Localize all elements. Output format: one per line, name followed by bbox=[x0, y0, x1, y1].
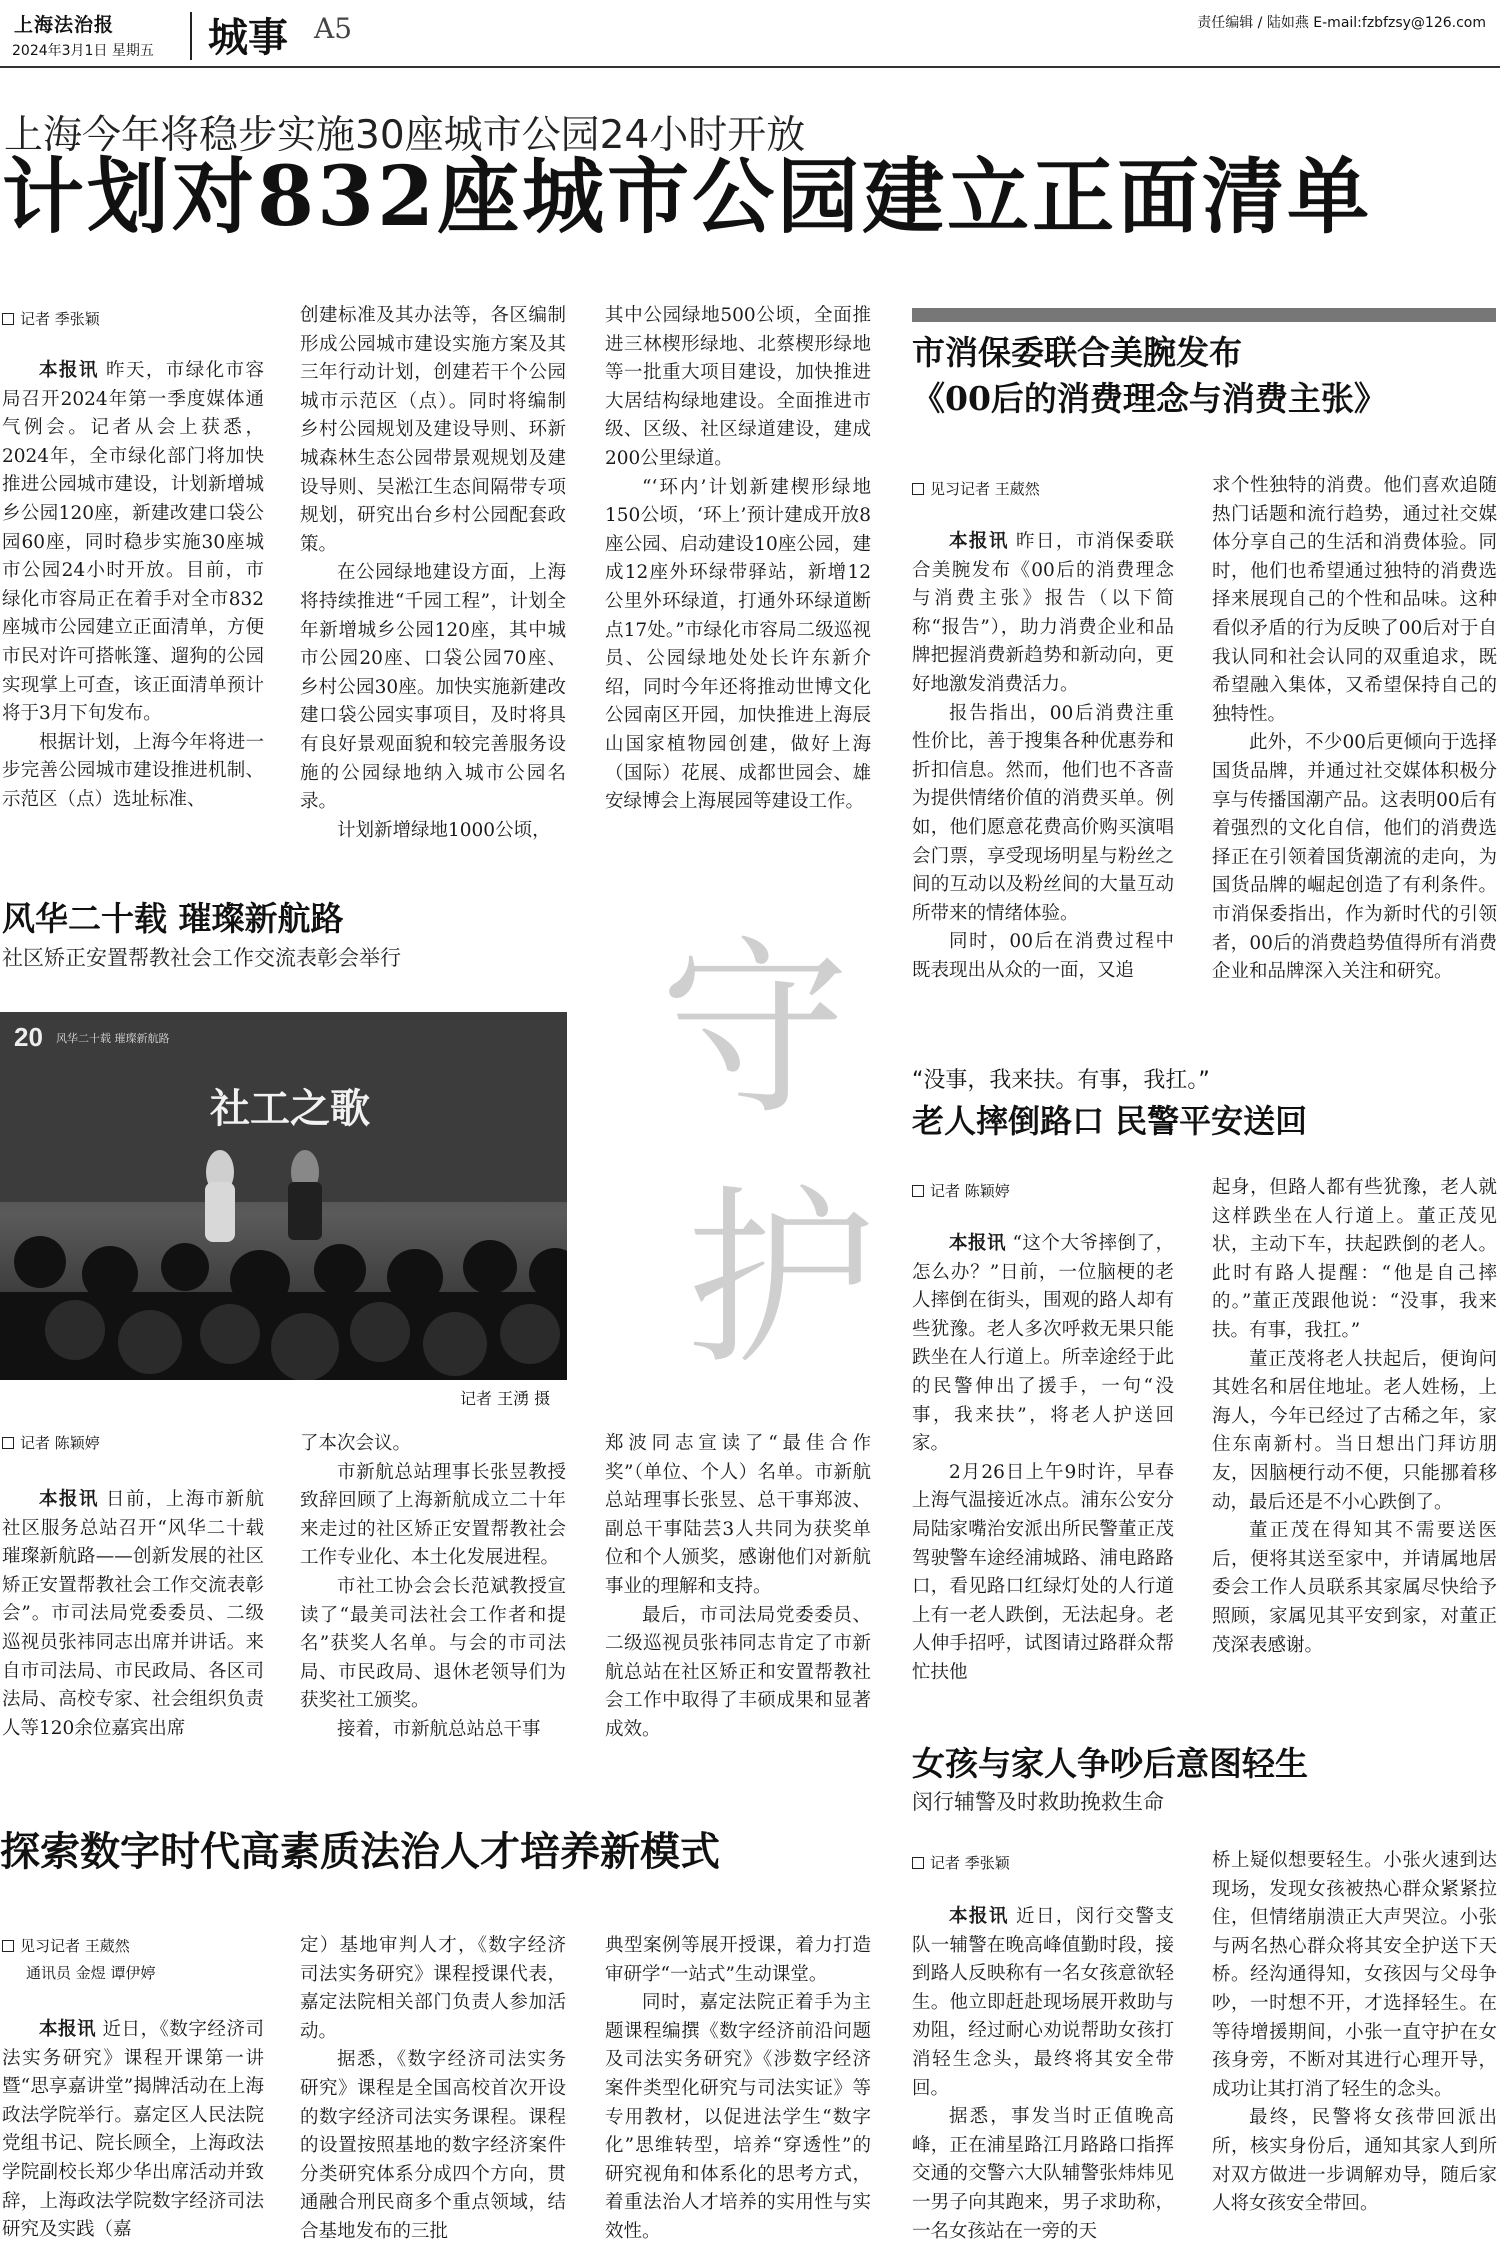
girl-byline bbox=[912, 1852, 1010, 1873]
paragraph: 近日，闵行交警支队一辅警在晚高峰值勤时段，接到路人反映称有一名女孩意欲轻生。他立即赶赴现场展开救助与劝阻，经过耐心劝说帮助女孩打消轻生念头，最终将其安全带回。 bbox=[912, 1906, 1174, 2099]
sw-column-3 bbox=[605, 1430, 871, 1776]
elder-column-2 bbox=[1212, 1174, 1497, 1688]
lead-headline: 计划对832座城市公园建立正面清单 bbox=[2, 149, 1373, 245]
legal-byline bbox=[2, 1935, 130, 1956]
paragraph: 报告指出，00后消费注重性价比，善于搜集各种优惠券和折扣信息。然而，他们也不吝啬为提供情绪价值的消费买单。例如，他们愿意花费高价购买演唱会门票，享受现场明星与粉丝之间的互动以及粉丝间的大量互动所带来的情绪体验。 bbox=[912, 702, 1174, 924]
elder-kicker: “没事，我来扶。有事，我扛。” bbox=[912, 1068, 1210, 1093]
byline-box-icon bbox=[2, 1940, 14, 1952]
byline-text: 记者 陈颖婷 bbox=[20, 1434, 100, 1452]
paragraph: 此外，不少00后更倾向于选择国货品牌，并通过社交媒体积极分享与传播国潮产品。这表明00后有着强烈的文化自信，他们的消费选择正在引领着国货潮流的走向，为国货品牌的崛起创造了有利条件。市消保委指出，作为新时代的引领者，00后的消费趋势值得所有消费企业和品牌深入关注和研究。 bbox=[1212, 732, 1497, 983]
watermark-char-1: 守 bbox=[660, 919, 851, 1140]
byline-box-icon bbox=[912, 1185, 924, 1197]
consumer-headline-line2: 《00后的消费理念与消费主张》 bbox=[912, 379, 1387, 418]
elder-headline: 老人摔倒路口 民警平安送回 bbox=[912, 1102, 1308, 1140]
paragraph: 最终，民警将女孩带回派出所，核实身份后，通知其家人到所对双方做进一步调解劝导，随后家人将女孩安全带回。 bbox=[1212, 2107, 1497, 2215]
girl-headline: 女孩与家人争吵后意图轻生 bbox=[912, 1744, 1308, 1783]
paragraph: 计划新增绿地1000公顷， bbox=[337, 819, 551, 841]
byline-box-icon bbox=[2, 1437, 14, 1449]
lead-kicker: 上海今年将稳步实施30座城市公园24小时开放 bbox=[4, 113, 806, 158]
byline-box-icon bbox=[912, 1857, 924, 1869]
lead-byline bbox=[2, 308, 100, 329]
paragraph: 起身，但路人都有些犹豫，老人就这样跌坐在人行道上。董正茂见状，主动下车，扶起跌倒的老人。此时有路人提醒：“他是自己摔的。”董正茂跟他说：“没事，我来扶。有事，我扛。” bbox=[1212, 1177, 1497, 1341]
elder-byline bbox=[912, 1180, 1010, 1201]
byline-box-icon bbox=[2, 313, 14, 325]
girl-subhead: 闵行辅警及时救助挽救生命 bbox=[912, 1790, 1164, 1814]
lead-column-1 bbox=[2, 357, 264, 847]
byline-box-icon bbox=[912, 483, 924, 495]
paragraph: 创建标准及其办法等，各区编制形成公园城市建设实施方案及其三年行动计划，创建若干个公园城市示范区（点）。同时将编制乡村公园规划及建设导则、环新城森林生态公园带景观规划及建设导则、吴淞江生态间隔带专项规划，研究出台乡村公园配套政策。 bbox=[300, 305, 566, 555]
header-rule bbox=[0, 66, 1500, 68]
photo-banner-num: 20 bbox=[14, 1022, 43, 1052]
watermark-char-2: 护 bbox=[686, 1169, 877, 1390]
lead-column-2 bbox=[300, 302, 566, 847]
paragraph: 近日，《数字经济司法实务研究》课程开课第一讲暨“思享嘉讲堂”揭牌活动在上海政法学院举行。嘉定区人民法院党组书记、院长顾全，上海政法学院副校长郑少华出席活动并致辞，上海政法学院数字经济司法研究及实践（嘉 bbox=[2, 2019, 264, 2241]
sw-subhead: 社区矫正安置帮教社会工作交流表彰会举行 bbox=[2, 946, 401, 970]
paragraph: “‘环内’计划新建楔形绿地150公顷，‘环上’预计建成开放8座公园、启动建设10座公园，建成12座外环绿带驿站，新增12公里外环绿道，打通外环绿道断点17处。”市绿化市容局二级巡视员、公园绿地处处长许东新介绍，同时今年还将推动世博文化公园南区开园，加快推进上海辰山国家植物园创建，做好上海（国际）花展、成都世园会、雄安绿博会上海展园等建设工作。 bbox=[605, 476, 871, 813]
lead-tag: 本报讯 bbox=[949, 1906, 1009, 1927]
consumer-column-1 bbox=[912, 528, 1174, 1012]
consumer-headline-line1: 市消保委联合美腕发布 bbox=[912, 333, 1242, 372]
paragraph: 昨日，市消保委联合美腕发布《00后的消费理念与消费主张》报告（以下简称“报告”），助力消费企业和品牌把握消费新趋势和新动向，更好地激发消费活力。 bbox=[912, 531, 1174, 695]
paragraph: 最后，市司法局党委委员、二级巡视员张祎同志肯定了市新航总站在社区矫正和安置帮教社会工作中取得了丰硕成果和显著成效。 bbox=[605, 1604, 871, 1740]
legal-byline-correspondents: 通讯员 金煜 谭伊婷 bbox=[26, 1964, 156, 1982]
legal-column-3 bbox=[605, 1932, 871, 2250]
paragraph: 郑波同志宣读了“最佳合作奖”（单位、个人）名单。市新航总站理事长张昱、总干事郑波、副总干事陆芸3人共同为获奖单位和个人颁奖，感谢他们对新航事业的理解和支持。 bbox=[605, 1433, 871, 1597]
event-photo-image bbox=[0, 1012, 567, 1380]
legal-column-2 bbox=[300, 1932, 566, 2250]
paragraph: 桥上疑似想要轻生。小张火速到达现场，发现女孩被热心群众紧紧拉住，但情绪崩溃正大声哭泣。小张与两名热心群众将其安全护送下天桥。经沟通得知，女孩因与父母争吵，一时想不开，才选择轻生。在等待增援期间，小张一直守护在女孩身旁，不断对其进行心理开导，成功让其打消了轻生的念头。 bbox=[1212, 1850, 1497, 2100]
legal-headline: 探索数字时代高素质法治人才培养新模式 bbox=[0, 1828, 720, 1875]
byline-text: 见习记者 王葳然 bbox=[930, 480, 1040, 498]
paragraph: 同时，00后在消费过程中既表现出从众的一面，又追 bbox=[912, 931, 1174, 981]
girl-column-1 bbox=[912, 1903, 1174, 2250]
byline-text: 记者 季张颖 bbox=[20, 310, 100, 328]
paragraph: 据悉，《数字经济司法实务研究》课程是全国高校首次开设的数字经济司法实务课程。课程的设置按照基地的数字经济案件分类研究体系分成四个方向，贯通融合刑民商多个重点领域，结合基地发布的三批 bbox=[300, 2049, 566, 2242]
paragraph: 求个性独特的消费。他们喜欢追随热门话题和流行趋势，通过社交媒体分享自己的生活和消费体验。同时，他们也希望通过独特的消费选择来展现自己的个性和品味。这种看似矛盾的行为反映了00后对于自我认同和社会认同的双重追求，既希望融入集体，又希望保持自己的独特性。 bbox=[1212, 475, 1497, 725]
event-photo bbox=[0, 1012, 567, 1380]
paragraph: 接着，市新航总站总干事 bbox=[337, 1718, 541, 1740]
consumer-byline bbox=[912, 478, 1040, 499]
issue-date: 2024年3月1日 星期五 bbox=[12, 43, 154, 59]
lead-tag: 本报讯 bbox=[39, 1489, 99, 1510]
page-number: A5 bbox=[314, 12, 353, 45]
girl-column-2 bbox=[1212, 1847, 1497, 2250]
lead-tag: 本报讯 bbox=[949, 531, 1009, 552]
photo-banner-text: 风华二十载 璀璨新航路 bbox=[56, 1032, 170, 1045]
sw-column-1 bbox=[2, 1486, 264, 1776]
paragraph: 在公园绿地建设方面，上海将持续推进“千园工程”，计划全年新增城乡公园120座，其中城市公园20座、口袋公园70座、乡村公园30座。加快实施新建改建口袋公园实事项目，及时将具有良好景观面貌和较完善服务设施的公园绿地纳入城市公园名录。 bbox=[300, 562, 566, 813]
paragraph: 了本次会议。 bbox=[300, 1433, 412, 1454]
paragraph: 定）基地审判人才，《数字经济司法实务研究》课程授课代表，嘉定法院相关部门负责人参加活动。 bbox=[300, 1935, 566, 2042]
lead-tag: 本报讯 bbox=[39, 2019, 97, 2040]
sw-headline: 风华二十载 璀璨新航路 bbox=[2, 899, 344, 938]
consumer-headline bbox=[912, 330, 1387, 422]
paragraph: 市新航总站理事长张昱教授致辞回顾了上海新航成立二十年来走过的社区矫正安置帮教社会工作专业化、本土化发展进程。 bbox=[300, 1461, 566, 1569]
elder-column-1 bbox=[912, 1230, 1174, 1688]
paragraph: 市社工协会会长范斌教授宣读了“最美司法社会工作者和提名”获奖人名单。与会的市司法局、市民政局、退休老领导们为获奖社工颁奖。 bbox=[300, 1575, 566, 1712]
paragraph: 典型案例等展开授课，着力打造审研学“一站式”生动课堂。 bbox=[605, 1935, 871, 1985]
paragraph: “这个大爷摔倒了，怎么办？”日前，一位脑梗的老人摔倒在街头，围观的路人却有些犹豫。老人多次呼救无果只能跌坐在人行道上。所幸途经于此的民警伸出了援手，一句“没事，我来扶”，将老人护送回家。 bbox=[912, 1233, 1174, 1455]
sw-column-2 bbox=[300, 1430, 566, 1776]
lead-tag: 本报讯 bbox=[39, 360, 99, 381]
section-name: 城事 bbox=[208, 14, 288, 61]
photo-title: 社工之歌 bbox=[210, 1085, 370, 1132]
paragraph: 董正茂将老人扶起后，便询问其姓名和居住地址。老人姓杨，上海人，今年已经过了古稀之年，家住东南新村。当日想出门拜访朋友，因脑梗行动不便，只能挪着移动，最后还是不小心跌倒了。 bbox=[1212, 1348, 1497, 1513]
paragraph: 董正茂在得知其不需要送医后，便将其送至家中，并请属地居委会工作人员联系其家属尽快给予照顾，家属见其平安到家，对董正茂深表感谢。 bbox=[1212, 1520, 1497, 1656]
paragraph: 2月26日上午9时许，早春上海气温接近冰点。浦东公安分局陆家嘴治安派出所民警董正茂驾驶警车途经浦城路、浦电路路口，看见路口红绿灯处的人行道上有一老人跌倒，无法起身。老人伸手招呼，试图请过路群众帮忙扶他 bbox=[912, 1461, 1174, 1683]
paragraph: 日前，上海市新航社区服务总站召开“风华二十载 璀璨新航路——创新发展的社区矫正安置帮教社会工作交流表彰会”。市司法局党委委员、二级巡视员张祎同志出席并讲话。来自市司法局、市民政局、各区司法局、高校专家、社会组织负责人等120余位嘉宾出席 bbox=[2, 1489, 264, 1739]
lead-column-3 bbox=[605, 302, 871, 847]
byline-text: 记者 陈颖婷 bbox=[930, 1182, 1010, 1200]
legal-column-1 bbox=[2, 2016, 264, 2250]
byline-text: 记者 季张颖 bbox=[930, 1854, 1010, 1872]
paragraph: 昨天，市绿化市容局召开2024年第一季度媒体通气例会。记者从会上获悉，2024年，全市绿化部门将加快推进公园城市建设，计划新增城乡公园120座，新建改建口袋公园60座，同时稳步实施30座城市公园24小时开放。目前，市绿化市容局正在着手对全市832座城市公园建立正面清单，方便市民对许可搭帐篷、遛狗的公园实现掌上可查，该正面清单预计将于3月下旬发布。 bbox=[2, 360, 264, 725]
editor-info: 责任编辑 / 陆如燕 E-mail:fzbfzsy@126.com bbox=[1197, 15, 1486, 31]
paragraph: 其中公园绿地500公顷，全面推进三林楔形绿地、北蔡楔形绿地等一批重大项目建设，加快推进大居结构绿地建设。全面推进市级、区级、社区绿道建设，建成200公里绿道。 bbox=[605, 305, 871, 469]
masthead-divider bbox=[190, 12, 192, 60]
newspaper-name: 上海法治报 bbox=[14, 14, 115, 36]
paragraph: 据悉，事发当时正值晚高峰，正在浦星路江月路路口指挥交通的交警六大队辅警张炜炜见一男子向其跑来，男子求助称，一名女孩站在一旁的天 bbox=[912, 2106, 1174, 2242]
consumer-column-2 bbox=[1212, 472, 1497, 1012]
byline-text: 见习记者 王葳然 bbox=[20, 1937, 130, 1955]
photo-credit: 记者 王湧 摄 bbox=[460, 1389, 551, 1408]
paragraph: 根据计划，上海今年将进一步完善公园城市建设推进机制、示范区（点）选址标准、 bbox=[2, 731, 264, 810]
paragraph: 同时，嘉定法院正着手为主题课程编撰《数字经济前沿问题及司法实务研究》《涉数字经济案件类型化研究与司法实证》等专用教材，以促进法学生“数字化”思维转型，培养“穿透性”的研究视角和体系化的思考方式，着重法治人才培养的实用性与实效性。 bbox=[605, 1992, 871, 2242]
story-top-bar bbox=[912, 308, 1496, 322]
lead-tag: 本报讯 bbox=[949, 1233, 1007, 1254]
sw-byline bbox=[2, 1432, 100, 1453]
